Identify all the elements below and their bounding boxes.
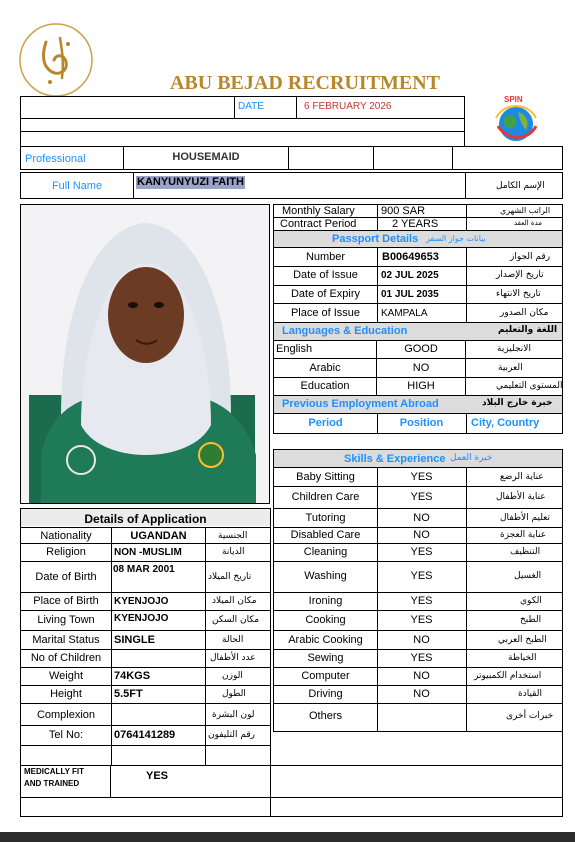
medical-label-line2: AND TRAINED <box>24 779 80 788</box>
monthly-salary-arabic: الراتب الشهري <box>500 206 551 215</box>
passport-expiry-date-value: 01 JUL 2035 <box>381 289 439 300</box>
tel-no-value: 0764141289 <box>114 729 176 741</box>
height-value: 5.5FT <box>114 688 143 700</box>
language-arabic-value: NO <box>412 362 430 374</box>
professional-label: Professional <box>25 153 86 165</box>
monthly-salary-value: 900 SAR <box>381 205 426 217</box>
skill-tutoring-label: Tutoring <box>305 512 346 524</box>
skill-cleaning-value: YES <box>410 546 433 558</box>
marital-status-value: SINGLE <box>114 634 155 646</box>
language-arabic-arabic: العربية <box>498 363 523 373</box>
contract-period-label: Contract Period <box>280 218 357 230</box>
date-of-birth-label: Date of Birth <box>35 571 97 583</box>
passport-place-value: KAMPALA <box>381 308 428 319</box>
living-town-value: KYENJOJO <box>114 613 169 624</box>
skill-cooking-value: YES <box>410 614 433 626</box>
company-title: ABU BEJAD RECRUITMENT <box>169 72 441 94</box>
place-of-birth-label: Place of Birth <box>33 595 99 607</box>
skill-cooking-label: Cooking <box>305 614 346 626</box>
skill-washing-arabic: الغسيل <box>514 571 542 581</box>
skill-children-care-value: YES <box>410 491 433 503</box>
complexion-arabic: لون البشرة <box>212 710 255 720</box>
skill-sewing-label: Sewing <box>307 652 344 664</box>
passport-title: Passport Details <box>332 233 419 245</box>
passport-issue-date-value: 02 JUL 2025 <box>381 270 439 281</box>
employment-title-arabic: خبرة خارج البلاد <box>482 398 553 408</box>
skills-title-arabic: خبرة العمل <box>450 453 493 463</box>
spin-logo-text: SPIN <box>504 95 523 104</box>
professional-value: HOUSEMAID <box>172 151 240 163</box>
nationality-label: Nationality <box>40 530 92 542</box>
skill-driving-value: NO <box>413 688 430 700</box>
place-of-birth-value: KYENJOJO <box>114 596 169 607</box>
full-name-arabic: الإسم الكامل <box>496 181 545 191</box>
passport-title-arabic: بيانات جواز السفر <box>426 234 486 243</box>
children-count-arabic: عدد الأطفال <box>210 653 256 663</box>
skill-others-label: Others <box>308 710 342 722</box>
monthly-salary-label: Monthly Salary <box>282 205 355 217</box>
place-of-birth-arabic: مكان الميلاد <box>212 596 257 606</box>
weight-value: 74KGS <box>114 670 151 682</box>
languages-title: Languages & Education <box>282 325 408 337</box>
complexion-label: Complexion <box>36 709 96 721</box>
skill-ironing-value: YES <box>410 595 433 607</box>
skills-title: Skills & Experience <box>344 453 446 465</box>
contract-period-arabic: مدة العقد <box>514 219 542 227</box>
application-title: Details of Application <box>84 512 207 526</box>
skill-children-care-arabic: عناية الأطفال <box>496 492 546 502</box>
page-bottom-bar <box>0 832 575 842</box>
religion-label: Religion <box>46 546 86 558</box>
skill-sewing-value: YES <box>410 652 433 664</box>
language-arabic-label: Arabic <box>309 362 341 374</box>
employment-col-position: Position <box>399 417 444 429</box>
spin-logo <box>488 96 544 144</box>
passport-expiry-date-label: Date of Expiry <box>290 288 361 300</box>
passport-expiry-date-arabic: تاريخ الانتهاء <box>496 289 541 299</box>
skill-arabic-cooking-value: NO <box>413 634 430 646</box>
language-english-value: GOOD <box>404 343 438 355</box>
skill-cleaning-label: Cleaning <box>303 546 348 558</box>
marital-status-arabic: الحالة <box>222 635 244 645</box>
weight-arabic: الوزن <box>222 671 243 681</box>
skill-computer-arabic: استخدام الكمبيوتر <box>474 671 542 681</box>
religion-arabic: الديانة <box>222 547 245 557</box>
education-label: Education <box>300 380 350 392</box>
full-name-value: KANYUNYUZI FAITH <box>137 176 244 188</box>
skill-others-arabic: خبرات أخرى <box>506 711 554 721</box>
skill-driving-label: Driving <box>308 688 343 700</box>
skill-ironing-label: Ironing <box>308 595 343 607</box>
skill-driving-arabic: القيادة <box>518 689 542 699</box>
education-arabic: المستوى التعليمي <box>496 381 563 391</box>
passport-number-label: Number <box>305 251 346 263</box>
skill-baby-sitting-value: YES <box>410 471 433 483</box>
medical-label-line1: MEDICALLY FIT <box>24 767 85 776</box>
employment-col-city: City, Country <box>471 417 540 429</box>
skill-sewing-arabic: الخياطة <box>508 653 537 663</box>
skill-tutoring-arabic: تعليم الأطفال <box>500 513 551 523</box>
religion-value: NON -MUSLIM <box>114 547 182 558</box>
skill-disabled-care-value: NO <box>413 529 430 541</box>
date-label: DATE <box>238 101 264 112</box>
contract-period-value: 2 YEARS <box>392 218 439 230</box>
height-arabic: الطول <box>222 689 246 699</box>
tel-no-label: Tel No: <box>48 729 84 741</box>
applicant-photo <box>20 204 270 504</box>
weight-label: Weight <box>48 670 84 682</box>
skill-tutoring-value: NO <box>413 512 430 524</box>
date-value: 6 FEBRUARY 2026 <box>304 101 392 112</box>
passport-place-label: Place of Issue <box>290 307 361 319</box>
skill-baby-sitting-arabic: عناية الرضع <box>500 472 544 482</box>
nationality-arabic: الجنسية <box>218 531 248 541</box>
skill-cleaning-arabic: التنظيف <box>510 547 541 557</box>
living-town-arabic: مكان السكن <box>212 615 260 625</box>
skill-cooking-arabic: الطبخ <box>520 615 542 625</box>
skill-children-care-label: Children Care <box>291 491 360 503</box>
skill-washing-label: Washing <box>304 570 347 582</box>
marital-status-label: Marital Status <box>32 634 100 646</box>
children-count-label: No of Children <box>30 652 102 664</box>
language-english-label: English <box>276 343 313 355</box>
date-of-birth-value: 08 MAR 2001 <box>113 564 175 575</box>
employment-col-period: Period <box>308 417 343 429</box>
nationality-value: UGANDAN <box>130 530 187 542</box>
skill-arabic-cooking-arabic: الطبخ العربي <box>498 635 547 645</box>
languages-title-arabic: اللغة والتعليم <box>498 325 558 335</box>
education-value: HIGH <box>407 380 435 392</box>
skill-baby-sitting-label: Baby Sitting <box>296 471 355 483</box>
employment-title: Previous Employment Abroad <box>282 398 439 410</box>
living-town-label: Living Town <box>37 614 95 626</box>
skill-arabic-cooking-label: Arabic Cooking <box>288 634 363 646</box>
skill-ironing-arabic: الكوي <box>520 596 542 606</box>
tel-no-arabic: رقم التليفون <box>208 730 255 740</box>
passport-place-arabic: مكان الصدور <box>500 308 549 318</box>
skill-washing-value: YES <box>410 570 433 582</box>
full-name-label: Full Name <box>51 180 103 192</box>
passport-number-arabic: رقم الجواز <box>510 252 551 262</box>
medical-value: YES <box>146 770 169 782</box>
skill-disabled-care-label: Disabled Care <box>290 529 361 541</box>
date-of-birth-arabic: تاريخ الميلاد <box>208 572 252 582</box>
passport-number-value: B00649653 <box>382 251 439 263</box>
passport-issue-date-arabic: تاريخ الإصدار <box>496 270 544 280</box>
skill-computer-value: NO <box>413 670 430 682</box>
abu-bejad-logo <box>12 20 100 100</box>
passport-issue-date-label: Date of Issue <box>293 269 358 281</box>
language-english-arabic: الانجليزية <box>497 344 531 354</box>
skill-disabled-care-arabic: عناية العجزة <box>500 530 547 540</box>
height-label: Height <box>50 688 82 700</box>
skill-computer-label: Computer <box>301 670 350 682</box>
